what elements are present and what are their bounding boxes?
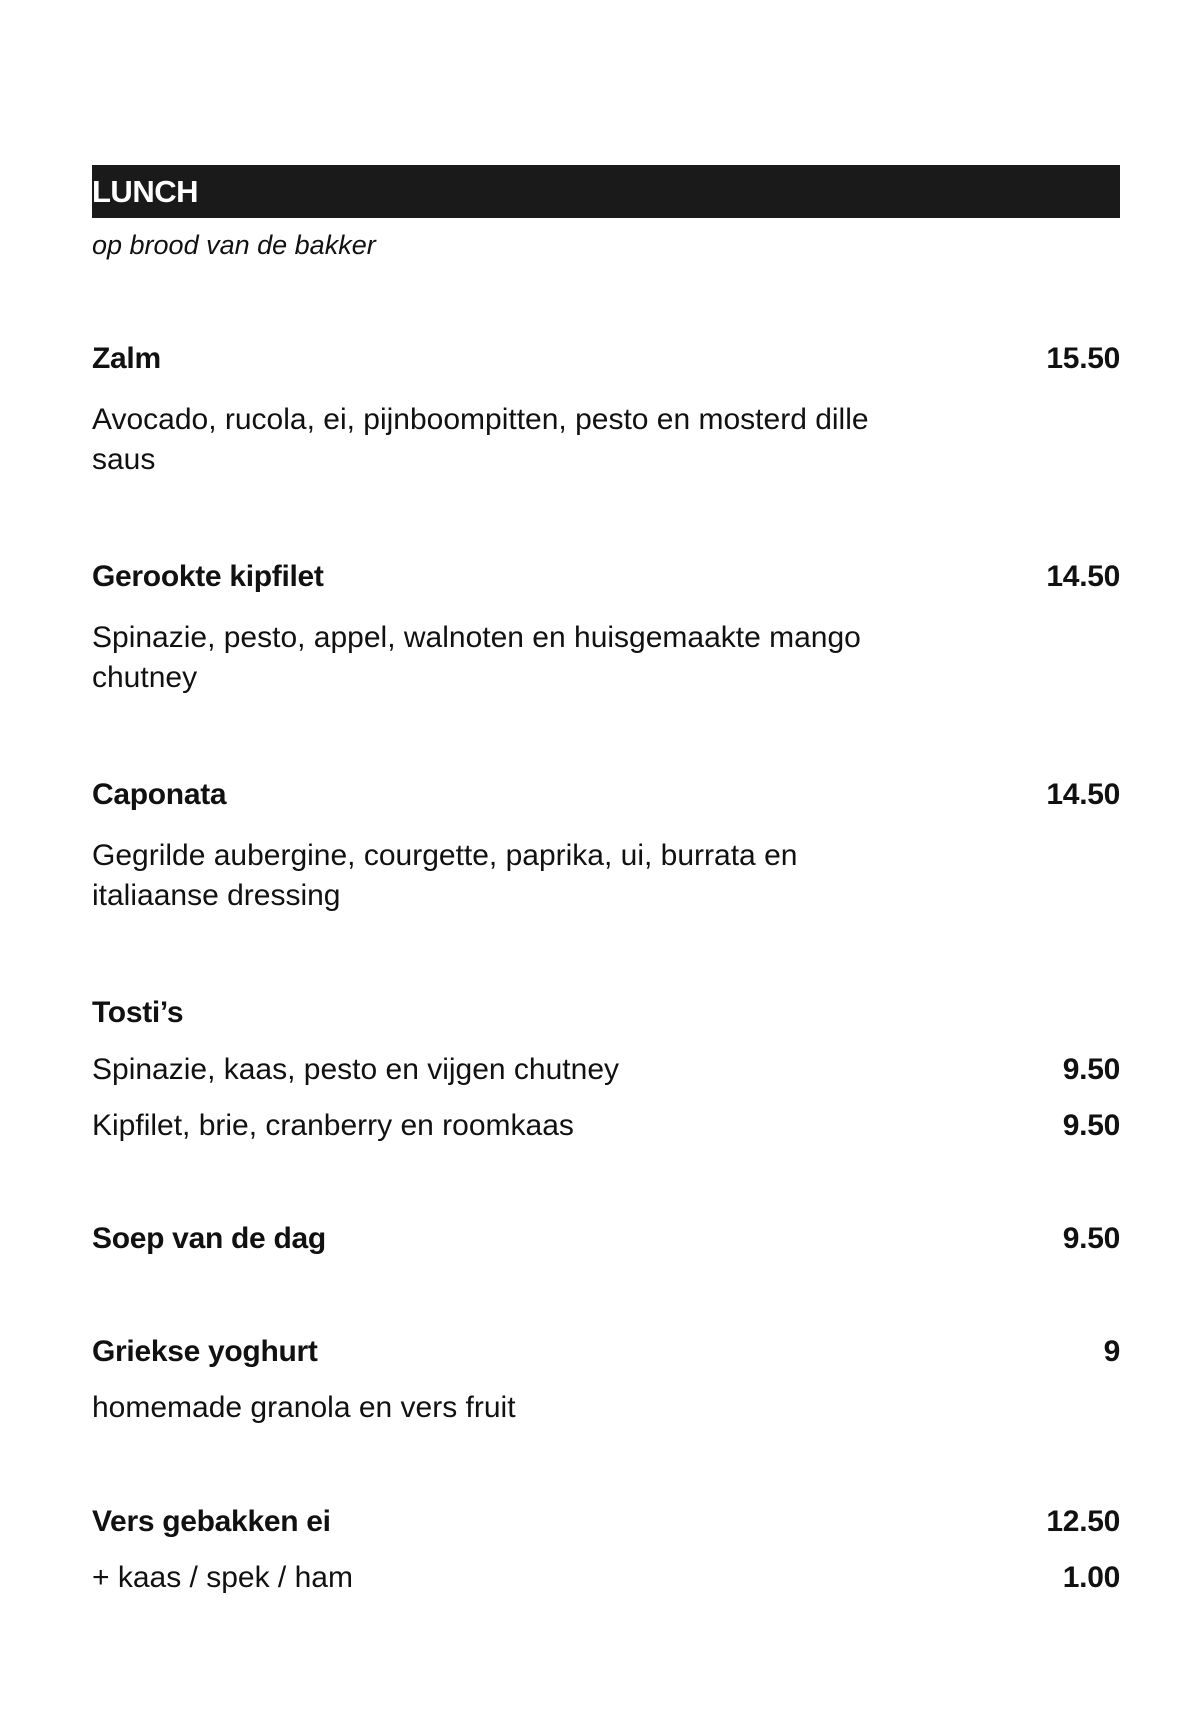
menu-item-description: Spinazie, pesto, appel, walnoten en huisgemaakte mango chutney <box>92 621 861 694</box>
menu-item-price: 14.50 <box>1046 778 1120 811</box>
menu-item-variant-price: 9.50 <box>1062 1053 1120 1086</box>
section-header-bar <box>92 165 1120 218</box>
menu-item-price: 14.50 <box>1046 560 1120 593</box>
menu-item-name: Griekse yoghurt <box>92 1335 318 1368</box>
menu-item-name: Vers gebakken ei <box>92 1505 331 1538</box>
menu-item-name: Soep van de dag <box>92 1222 326 1255</box>
menu-item-price: 9.50 <box>1062 1222 1120 1255</box>
menu-item-price: 9 <box>1103 1335 1120 1368</box>
menu-item-extra: + kaas / spek / ham <box>92 1561 353 1594</box>
menu-item-price: 15.50 <box>1046 342 1120 375</box>
menu-item-description: homemade granola en vers fruit <box>92 1391 516 1424</box>
menu-item-description: Gegrilde aubergine, courgette, paprika, ui, burrata en italiaanse dressing <box>92 839 798 912</box>
menu-item-extra-price: 1.00 <box>1062 1561 1120 1594</box>
menu-item-name: Caponata <box>92 778 227 811</box>
menu-item-price: 12.50 <box>1046 1505 1120 1538</box>
menu-item-variant: Spinazie, kaas, pesto en vijgen chutney <box>92 1053 620 1086</box>
menu-item-name: Zalm <box>92 342 161 375</box>
section-subtitle: op brood van de bakker <box>92 230 376 260</box>
section-title: LUNCH <box>92 174 198 209</box>
menu-item-name: Tosti’s <box>92 996 184 1029</box>
menu-item-name: Gerookte kipfilet <box>92 560 324 593</box>
menu-item-description: Avocado, rucola, ei, pijnboompitten, pesto en mosterd dille saus <box>92 403 869 476</box>
menu-item-variant-price: 9.50 <box>1062 1109 1120 1142</box>
menu-item-variant: Kipfilet, brie, cranberry en roomkaas <box>92 1109 574 1142</box>
